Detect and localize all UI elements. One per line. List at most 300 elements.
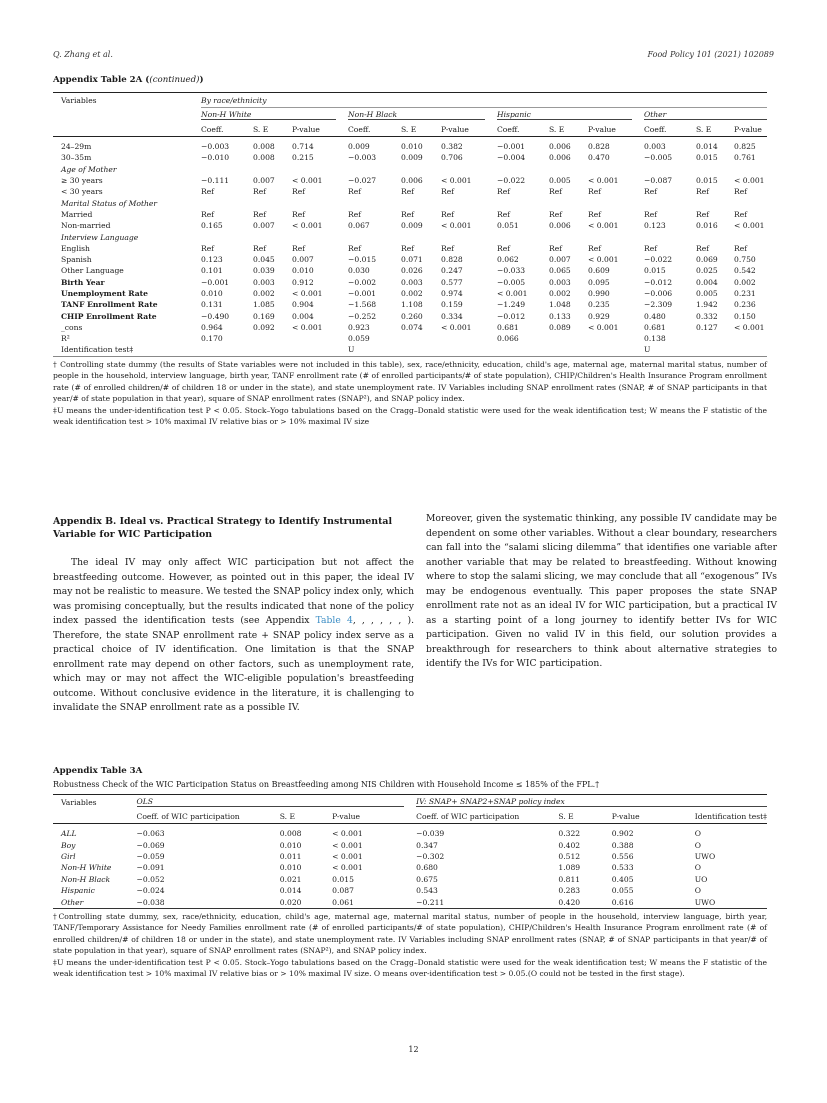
cell-value: 0.006 [401,176,423,186]
group-other: Other [644,110,767,120]
cell-value: 0.087 [332,886,354,896]
running-header-journal: Food Policy 101 (2021) 102089 [647,50,774,59]
cell-value: 0.533 [611,863,634,873]
cell-value: Ref [201,209,215,219]
cell-value: 0.008 [253,142,275,152]
col-header: P-value [588,124,616,134]
cell-value: −0.211 [416,897,445,907]
cell-value: Ref [734,209,748,219]
cell-value [549,333,588,344]
row-label: Girl [61,851,76,861]
cell-value [588,197,644,208]
cell-value: UO [694,874,708,884]
col-header: Coeff. [497,124,520,134]
col-header: S. E [696,124,712,134]
cell-value: 0.015 [644,266,666,276]
cell-value: 0.542 [734,266,756,276]
cell-value: 0.016 [696,221,718,231]
table-2a-title-text: Appendix Table 2A [53,75,143,85]
table-2a-title: Appendix Table 2A ((continued)) [53,75,204,85]
cell-value: 0.007 [292,255,314,265]
cell-value [401,197,441,208]
cell-value: −0.001 [348,289,377,298]
cell-value [734,231,767,242]
cell-value: 0.004 [292,311,314,321]
cell-value: 0.003 [401,277,423,287]
cell-value: < 0.001 [588,255,619,265]
col-header: P-value [734,124,762,134]
cell-value: U [348,345,355,355]
cell-value [401,344,441,356]
cell-value: −0.022 [644,255,673,265]
cell-value: 0.002 [734,277,756,287]
table-row [53,288,767,299]
cell-value: 0.014 [696,142,718,152]
cell-value: 0.003 [549,277,571,287]
cell-value: −0.006 [644,289,673,298]
cell-value: −0.010 [201,153,230,163]
cell-value: Ref [292,209,306,219]
col-header: S. E [401,124,417,134]
cell-value: −0.024 [136,886,165,896]
table-3a-notes [53,911,767,979]
cell-value: Ref [549,243,563,253]
group-header: By race/ethnicity [201,93,767,108]
cell-value [734,197,767,208]
cell-value: 0.512 [558,851,581,861]
cell-value: 0.011 [279,851,302,861]
cell-value [644,231,696,242]
cell-value: 0.089 [549,322,571,332]
cell-value [734,333,767,344]
cell-value: 0.006 [549,142,571,152]
appendix-b-title: Appendix B. Ideal vs. Practical Strategy to Identify Instrumental Variable for WIC Participation [53,516,393,540]
cell-value: −0.069 [136,840,165,850]
cell-value [549,197,588,208]
cell-value: 0.071 [401,255,423,265]
cell-value: O [694,840,701,850]
row-label: Married [61,209,93,219]
appendix-b-column-left [53,556,414,716]
cell-value [441,197,497,208]
table-row [53,896,767,908]
row-label: Other [61,897,84,907]
cell-value [441,231,497,242]
col-header: S. E [549,124,565,134]
cell-value: 0.236 [734,300,756,310]
cell-value: UWO [694,851,716,861]
cell-value: O [694,886,701,896]
cell-value [549,231,588,242]
cell-value: −2.309 [644,300,673,310]
cell-value [588,344,644,356]
cell-value: Ref [497,243,511,253]
cell-value: 0.008 [279,829,302,839]
cell-value: 0.332 [696,311,718,321]
cell-value: < 0.001 [734,221,765,231]
appendix-b-column-right [426,512,777,672]
cell-value: Ref [696,209,710,219]
cell-value: < 0.001 [441,221,472,231]
cell-value: 0.007 [253,221,275,231]
cell-value: 0.062 [497,255,519,265]
cell-value: 0.974 [441,289,463,298]
cell-value [401,333,441,344]
row-label: Spanish [61,255,92,265]
cell-value [253,231,292,242]
table-row [53,220,767,231]
cell-value: −0.012 [497,311,526,321]
para1-text-b: , , , , , , ). Therefore, the state SNAP enrollment rate + SNAP policy index serve as a practical choice of IV identification. One limitation is that the SNAP enrollment rate may depend on other factors, such as unemployment rate, which may or may not affect the WIC-eligible population's breastfeeding outcome. Without conclusive evidence in the literature, it is challenging to invalidate the SNAP enrollment rate as a possible IV. [53,615,414,713]
row-label: Non-H White [61,863,112,873]
cell-value: Ref [253,187,267,197]
cell-value: 0.014 [279,886,302,896]
cell-value: 0.006 [549,153,571,163]
cell-value: 0.165 [201,221,223,231]
cell-value: −0.091 [136,863,165,873]
cell-value: 0.025 [696,266,718,276]
col-header: P-value [441,124,469,134]
cell-value: 0.470 [588,153,610,163]
cell-value: 0.002 [401,289,423,298]
cell-value: 0.015 [696,176,718,186]
cell-value: 0.002 [549,289,571,298]
table-2a-note-2: ‡U means the under-identification test P < 0.05. Stock–Yogo tabulations based on the Cragg–Donald statistic were used for the weak identification test; W means the F statistic of the weak identification test > 10% maximal IV relative bias or > 10% maximal IV size [53,405,767,427]
cell-value: < 0.001 [588,176,619,186]
cell-value: 0.074 [401,322,423,332]
cell-value: < 0.001 [734,322,765,332]
page-number: 12 [408,1045,419,1054]
appendix-b-paragraph-2: Moreover, given the systematic thinking, any possible IV candidate may be dependent on some other variables. Without a clear boundary, researchers can fall into the “salami slicing dilemma” that identifies one variable after another variable that may be related to breastfeeding. Without knowing where to stop the salami slicing, we may conclude that all “exogenous” IVs may be endogenous eventually. This paper proposes the state SNAP enrollment rate not as an ideal IV for WIC participation, but a practical IV as a starting point of a long journey to identify better IVs for WIC participation. Given no valid IV in this field, our solution provides a breakthrough for researchers to think about alternative strategies to identify the IVs for WIC participation. [426,513,777,669]
cell-value: 0.005 [549,176,571,186]
row-label: Other Language [61,266,124,276]
cell-value: < 0.001 [588,322,619,332]
cell-value: Ref [348,187,362,197]
cell-value: 0.159 [441,300,463,310]
cell-value: Ref [696,187,710,197]
cell-value: 0.039 [253,266,275,276]
cell-value: 0.260 [401,311,423,321]
cell-value: −0.001 [201,277,230,287]
cell-value: 0.067 [348,221,370,231]
table-2a-notes [53,359,767,427]
cell-value: Ref [348,243,362,253]
cell-value [201,231,253,242]
cell-value: 0.069 [696,255,718,265]
cell-value: 0.912 [292,277,314,287]
cell-value: 0.825 [734,142,756,152]
col-header: S. E [253,124,269,134]
table-row [53,152,767,163]
cell-value: 0.095 [588,277,610,287]
cell-value [696,333,734,344]
cell-value: 0.543 [416,886,438,896]
cell-value [253,333,292,344]
cell-value: < 0.001 [292,322,323,332]
cell-value: 0.235 [588,300,610,310]
row-label: Age of Mother [61,164,117,174]
col-header: Coeff. [644,124,667,134]
cell-value: Ref [253,209,267,219]
cell-value: 0.681 [644,322,666,332]
cell-value: 0.020 [279,897,302,907]
cell-value: 0.066 [497,334,519,344]
col-header: P-value [292,124,320,134]
table-row [53,874,767,885]
group-hispanic: Hispanic [497,110,632,120]
cell-value: Ref [497,187,511,197]
cell-value: 0.902 [611,829,634,839]
cell-value [588,231,644,242]
table-row [53,209,767,220]
cell-value: 0.964 [201,322,223,332]
table-row [53,862,767,873]
cell-value [588,333,644,344]
cell-value: Ref [348,209,362,219]
table-row [53,243,767,254]
cell-value: 0.990 [588,289,610,298]
cell-value: 0.133 [549,311,571,321]
row-label: 24–29m [61,142,92,152]
cell-value: 1.108 [401,300,423,310]
table-3a-caption: Robustness Check of the WIC Participation Status on Breastfeeding among NIS Children with Household Income ≤ 185% of the FPL.† [53,780,600,789]
cell-value: 0.003 [644,142,666,152]
table-row [53,310,767,321]
cell-value: Ref [497,209,511,219]
running-header-authors: Q. Zhang et al. [53,50,113,59]
cell-value [696,197,734,208]
col-header: P-value [332,811,361,821]
cell-value: 0.405 [611,874,634,884]
table-row [53,824,767,840]
table-2a [53,92,767,357]
cell-value: < 0.001 [441,176,472,186]
table-row [53,137,767,153]
cell-value: −0.038 [136,897,165,907]
cell-value [348,164,401,175]
cell-value: 0.577 [441,277,463,287]
table-row [53,839,767,850]
cell-value: 0.828 [441,255,463,265]
cell-value: 0.008 [253,153,275,163]
table-row [53,175,767,186]
row-label: TANF Enrollment Rate [61,300,158,310]
cell-value: Ref [401,209,415,219]
cell-value: 0.170 [201,334,223,344]
cell-value: 0.123 [201,255,223,265]
cell-value: < 0.001 [332,829,363,839]
cell-value [292,333,348,344]
cell-value: Ref [401,187,415,197]
cell-value: 0.030 [348,266,370,276]
cell-value: −0.003 [348,153,377,163]
cell-value: 1.048 [549,300,571,310]
cell-value [348,231,401,242]
cell-value: U [644,345,651,355]
cell-value [549,164,588,175]
row-label: Marital Status of Mother [61,198,158,208]
cell-value: 0.480 [644,311,666,321]
table-row [53,344,767,356]
cell-value [696,344,734,356]
cell-value: 0.055 [611,886,634,896]
cell-value [401,164,441,175]
cell-value: 1.085 [253,300,275,310]
table-row [53,322,767,333]
cell-value: Ref [201,187,215,197]
table-3a-note-1: †Controlling state dummy, sex, race/ethnicity, education, child's age, maternal age, maternal marital status, number of people in the household, interview language, birth year, TANF/Temporary Assistance for Needy Families enrollment rate (# of enrolled participants/# of state population), CHIP/Children's Health Insurance Program enrollment rate (# of enrolled children/# of children 18 or under in the state), and state unemployment rate. IV Variables including SNAP enrollment rates (SNAP, # of SNAP participants in that year/# of state population in that year), square of SNAP enrollment rates (SNAP²), and SNAP policy index. [53,912,767,956]
cell-value [588,164,644,175]
cell-value: 0.010 [201,289,223,298]
cell-value: 0.123 [644,221,666,231]
cell-value: 0.347 [416,840,438,850]
cell-value: 0.904 [292,300,314,310]
row-label: ALL [61,829,77,839]
cell-value: −0.005 [644,153,673,163]
cell-value: 0.007 [253,176,275,186]
cell-value: 0.009 [348,142,370,152]
cell-value [441,164,497,175]
para1-text-a: The ideal IV may only affect WIC participation but not affect the breastfeeding outcome. However, as pointed out in this paper, the ideal IV may not be realistic to measure. We tested the SNAP policy index only, which was promising conceptually, but the results indicated that none of the policy index passed the identification tests (see Appendix [53,557,414,626]
cell-value [201,344,253,356]
cell-value: 0.150 [734,311,756,321]
t3-ols-header: OLS [137,797,405,807]
table-row [53,164,767,175]
cell-value: −0.059 [136,851,165,861]
cell-value: 0.010 [279,863,302,873]
cell-value: 0.004 [696,277,718,287]
cell-value: Ref [441,209,455,219]
cell-value: Ref [644,243,658,253]
cell-value: −1.249 [497,300,526,310]
cell-value: −0.004 [497,153,526,163]
cell-value: Ref [253,243,267,253]
cell-value [292,344,348,356]
cell-value [696,164,734,175]
cell-value: < 0.001 [441,322,472,332]
row-label: CHIP Enrollment Rate [61,311,157,321]
table-row [53,186,767,197]
cell-value: 0.092 [253,322,275,332]
cell-value: 0.015 [332,874,354,884]
cell-value: Ref [734,243,748,253]
cell-value: < 0.001 [588,221,619,231]
cell-value: 0.131 [201,300,223,310]
row-label: Hispanic [61,886,95,896]
cell-value [292,231,348,242]
cell-value: Ref [292,243,306,253]
table-2a-title-suffix: (continued) [149,75,200,85]
cell-value: 0.138 [644,334,666,344]
cell-value: 0.828 [588,142,610,152]
cell-value: Ref [441,243,455,253]
row-label: Identification test‡ [61,345,134,355]
row-label: _cons [61,322,83,332]
cell-value: 0.609 [588,266,610,276]
table-row [53,231,767,242]
row-label: Non-H Black [61,874,111,884]
cell-value [734,164,767,175]
cell-value: 0.556 [611,851,634,861]
cell-value: < 0.001 [734,176,765,186]
cell-value: < 0.001 [332,863,363,873]
col-header: Coeff. of WIC participation [136,811,240,821]
cell-value: 0.811 [558,874,581,884]
cell-value: Ref [549,187,563,197]
row-label: Interview Language [61,232,139,242]
cell-value: −0.001 [497,142,526,152]
group-non-h-black: Non-H Black [348,110,485,120]
cell-value [292,197,348,208]
table-row [53,299,767,310]
cell-value: 0.169 [253,311,275,321]
cell-value: −0.063 [136,829,165,839]
cell-value: −0.003 [201,142,230,152]
table-2a-note-1: † Controlling state dummy (the results of State variables were not included in this table), sex, race/ethnicity, education, child's age, maternal age, maternal marital status, number of people in the household, interview language, birth year, TANF enrollment rate (# of enrolled participants/# of state population), CHIP/Children's Health Insurance Program enrollment rate (# of enrolled children/# of children 18 or under in the state), and state unemployment rate. IV Variables including SNAP enrollment rates (SNAP, # of SNAP participants in that year/# of state population in that year), square of SNAP enrollment rates (SNAP²), and SNAP policy index. [53,360,767,404]
cell-value: −0.005 [497,277,526,287]
col-header: Coeff. [201,124,224,134]
cell-value: O [694,863,701,873]
row-label: Unemployment Rate [61,289,148,298]
cell-value: 0.283 [558,886,581,896]
cell-value: Ref [734,187,748,197]
cell-value: −0.033 [497,266,526,276]
row-label: ≥ 30 years [61,176,103,186]
cell-value: Ref [644,187,658,197]
cell-value: O [694,829,701,839]
cell-value: Ref [549,209,563,219]
cell-value: 0.026 [401,266,423,276]
cell-value: 0.388 [611,840,634,850]
cell-value: 0.010 [401,142,423,152]
cell-value [441,344,497,356]
table-row [53,254,767,265]
cell-value: 0.231 [734,289,756,298]
cell-value: 1.942 [696,300,718,310]
cell-value: −0.015 [348,255,377,265]
table-row [53,277,767,288]
cell-value [644,197,696,208]
cell-value: 0.010 [279,840,302,850]
cell-value [497,164,549,175]
cell-value: 0.045 [253,255,275,265]
cell-value: < 0.001 [292,289,323,298]
group-non-h-white: Non-H White [201,110,336,120]
cell-value: −0.012 [644,277,673,287]
table-row [53,265,767,276]
cell-value: 0.061 [332,897,354,907]
row-label: Boy [61,840,76,850]
t3-var-header: Variables [61,797,97,807]
cell-value [497,231,549,242]
cell-value: 0.065 [549,266,571,276]
cell-value: −0.111 [201,176,230,186]
cell-value: 0.680 [416,863,438,873]
cell-value: 0.402 [558,840,581,850]
cell-value: 0.007 [549,255,571,265]
cell-value: < 0.001 [332,851,363,861]
col-header: P-value [611,811,640,821]
col-header: Identification test‡ [694,811,767,821]
cell-value [253,344,292,356]
col-header: S. E [279,811,296,821]
cell-value: 0.706 [441,153,463,163]
table-row [53,885,767,896]
cell-value: −0.027 [348,176,377,186]
table-4-link[interactable]: Table 4 [315,615,353,626]
cell-value: −0.002 [348,277,377,287]
cell-value: 0.009 [401,153,423,163]
